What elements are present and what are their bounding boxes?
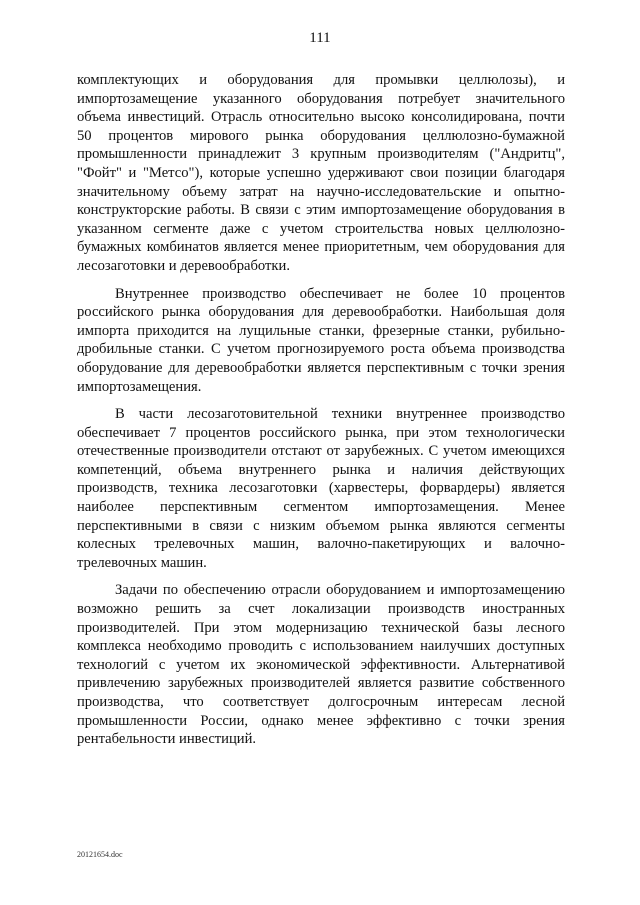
- footer-filename: 20121654.doc: [77, 850, 123, 859]
- paragraph-woodworking: Внутреннее производство обеспечивает не более 10 процентов российского рынка оборудования для деревообработки. Наибольшая доля импорта приходится на лущильные станки, фрезерные станки, рубильно-дробильные станки. С учетом прогнозируемого роста объема производства оборудование для деревообработки является перспективным с точки зрения импортозамещения.: [77, 285, 565, 395]
- page-number: 111: [309, 30, 331, 46]
- document-body: [77, 71, 565, 758]
- paragraph-logging-equipment: В части лесозаготовительной техники внутреннее производство обеспечивает 7 процентов российского рынка, при этом технологически отечественные производители отстают от зарубежных. С учетом имеющихся компетенций, объема внутреннего рынка и наличия действующих производств, техника лесозаготовки (харвестеры, форвардеры) является наиболее перспективным сегментом импортозамещения. Менее перспективными в связи с низким объемом рынка являются сегменты колесных трелевочных машин, валочно-пакетирующих и валочно-трелевочных машин.: [77, 406, 565, 571]
- paragraph-import-substitution-tasks: Задачи по обеспечению отрасли оборудованием и импортозамещению возможно решить за счет локализации производств иностранных производителей. При этом модернизацию технической базы лесного комплекса необходимо проводить с использованием наилучших доступных технологий с учетом их экономической эффективности. Альтернативой привлечению зарубежных производителей является развитие собственного производства, что соответствует долгосрочным интересам лесной промышленности России, однако менее эффективно с точки зрения рентабельности инвестиций.: [77, 582, 565, 748]
- paragraph-continuation: комплектующих и оборудования для промывки целлюлозы), и импортозамещение указанного оборудования потребует значительного объема инвестиций. Отрасль относительно высоко консолидирована, почти 50 процентов мирового рынка оборудования целлюлозно-бумажной промышленности принадлежит 3 крупным производителям ("Андритц", "Фойт" и "Метсо"), которые успешно удерживают свои позиции благодаря значительному объему затрат на научно-исследовательские и опытно-конструкторские работы. В связи с этим импортозамещение оборудования в указанном сегменте даже с учетом строительства новых целлюлозно-бумажных комбинатов является менее приоритетным, чем оборудования для лесозаготовки и деревообработки.: [77, 72, 565, 274]
